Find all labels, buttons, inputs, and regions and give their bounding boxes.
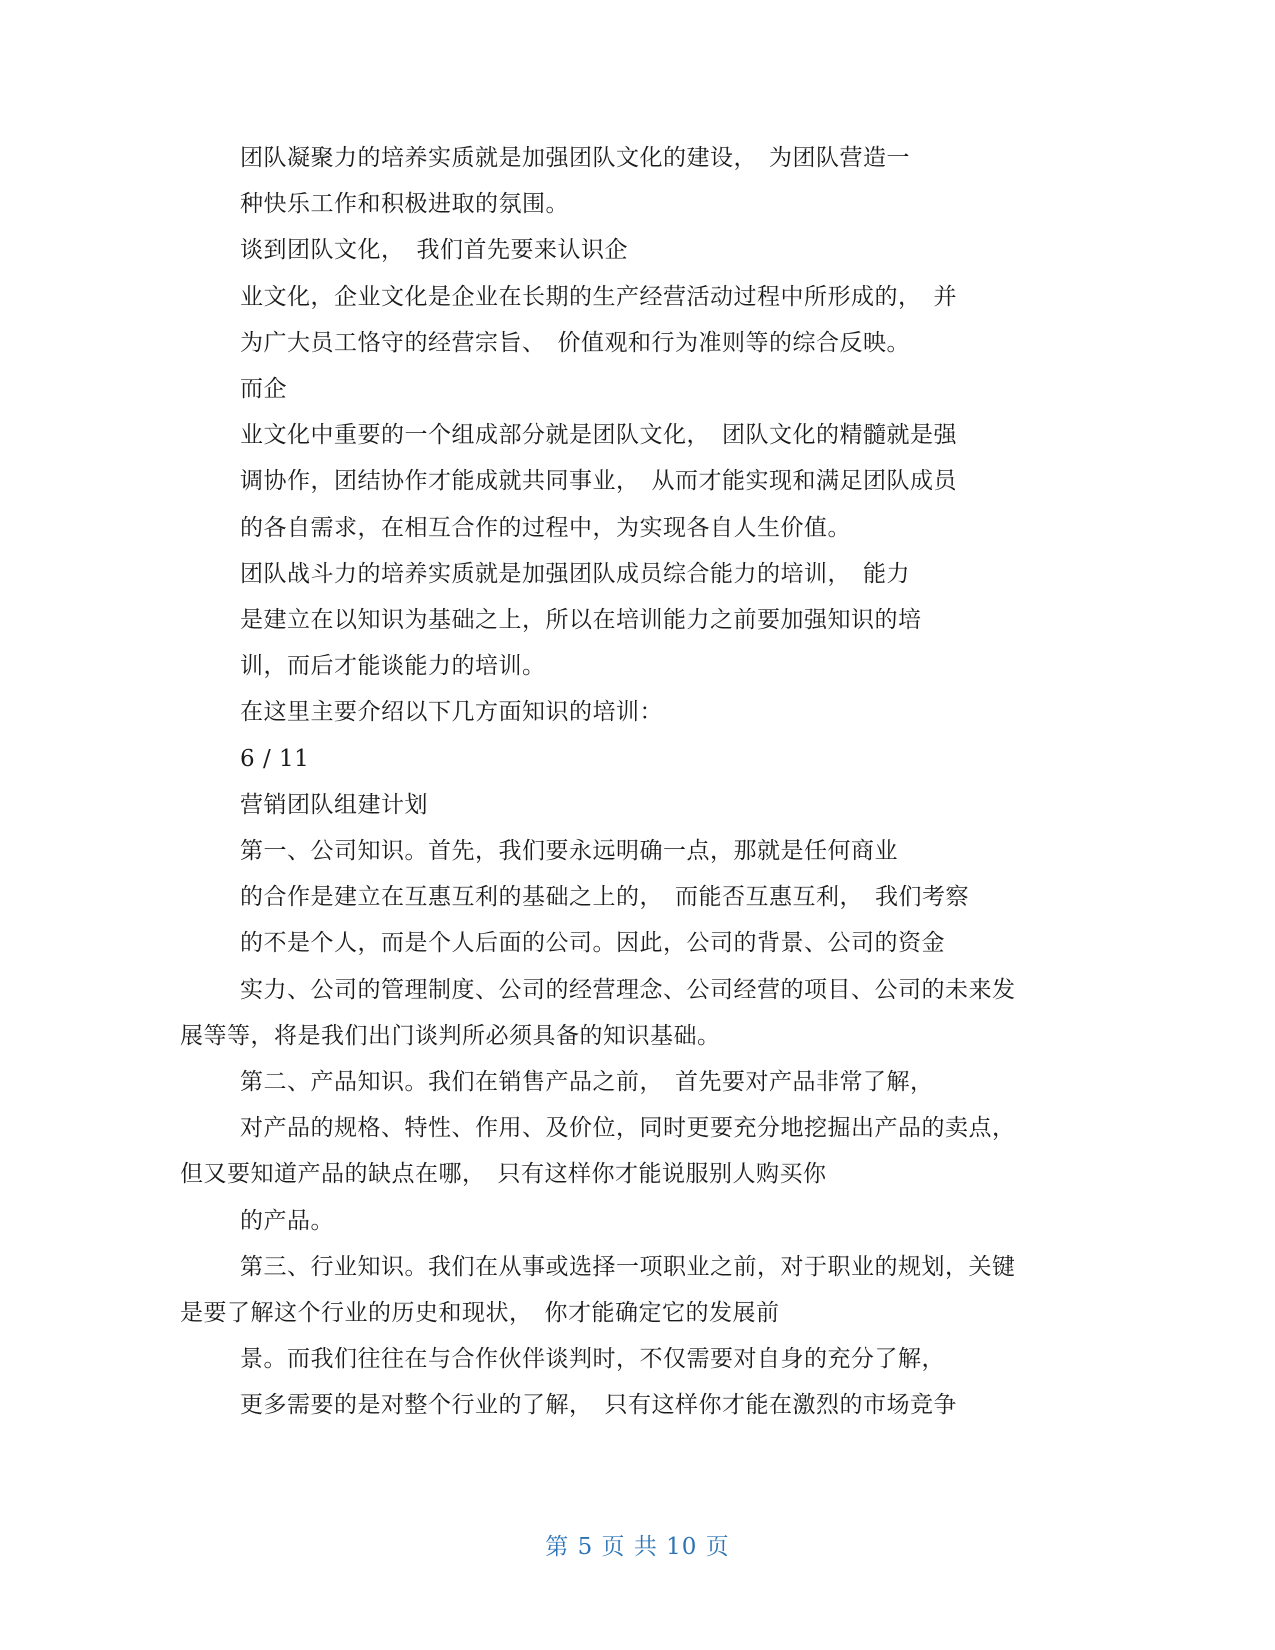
text-line: 训，而后才能谈能力的培训。: [240, 653, 546, 679]
text-line: 业文化中重要的一个组成部分就是团队文化， 团队文化的精髓就是强: [240, 422, 957, 448]
text-line: 第三、行业知识。我们在从事或选择一项职业之前，对于职业的规划，关键: [240, 1254, 1016, 1280]
text-line: 调协作，团结协作才能成就共同事业， 从而才能实现和满足团队成员: [240, 468, 957, 494]
text-line: 营销团队组建计划: [240, 792, 428, 818]
text-line: 业文化，企业文化是企业在长期的生产经营活动过程中所形成的， 并: [240, 284, 957, 310]
text-line: 的产品。: [240, 1208, 334, 1234]
text-line: 是建立在以知识为基础之上，所以在培训能力之前要加强知识的培: [240, 607, 922, 633]
text-line: 实力、公司的管理制度、公司的经营理念、公司经营的项目、公司的未来发: [240, 977, 1016, 1003]
text-line: 景。而我们往往在与合作伙伴谈判时，不仅需要对自身的充分了解，: [240, 1346, 945, 1372]
text-line: 团队凝聚力的培养实质就是加强团队文化的建设， 为团队营造一: [240, 145, 910, 171]
text-line: 是要了解这个行业的历史和现状， 你才能确定它的发展前: [180, 1300, 780, 1326]
text-line: 第二、产品知识。我们在销售产品之前， 首先要对产品非常了解，: [240, 1069, 934, 1095]
text-line: 种快乐工作和积极进取的氛围。: [240, 191, 569, 217]
text-line: 团队战斗力的培养实质就是加强团队成员综合能力的培训， 能力: [240, 561, 910, 587]
text-line: 谈到团队文化， 我们首先要来认识企: [240, 237, 628, 263]
text-line: 的合作是建立在互惠互利的基础之上的， 而能否互惠互利， 我们考察: [240, 884, 969, 910]
text-line: 6 / 11: [240, 746, 310, 772]
text-line: 展等等，将是我们出门谈判所必须具备的知识基础。: [180, 1023, 721, 1049]
text-line: 在这里主要介绍以下几方面知识的培训：: [240, 699, 663, 725]
page-footer: 第 5 页 共 10 页: [545, 1534, 730, 1560]
text-line: 的各自需求，在相互合作的过程中，为实现各自人生价值。: [240, 515, 851, 541]
text-line: 更多需要的是对整个行业的了解， 只有这样你才能在激烈的市场竞争: [240, 1392, 957, 1418]
text-line: 的不是个人，而是个人后面的公司。因此，公司的背景、公司的资金: [240, 930, 945, 956]
text-line: 第一、公司知识。首先，我们要永远明确一点，那就是任何商业: [240, 838, 898, 864]
text-line: 为广大员工恪守的经营宗旨、 价值观和行为准则等的综合反映。: [240, 330, 910, 356]
text-line: 但又要知道产品的缺点在哪， 只有这样你才能说服别人购买你: [180, 1161, 827, 1187]
text-line: 对产品的规格、特性、作用、及价位，同时更要充分地挖掘出产品的卖点，: [240, 1115, 1016, 1141]
text-line: 而企: [240, 376, 287, 402]
